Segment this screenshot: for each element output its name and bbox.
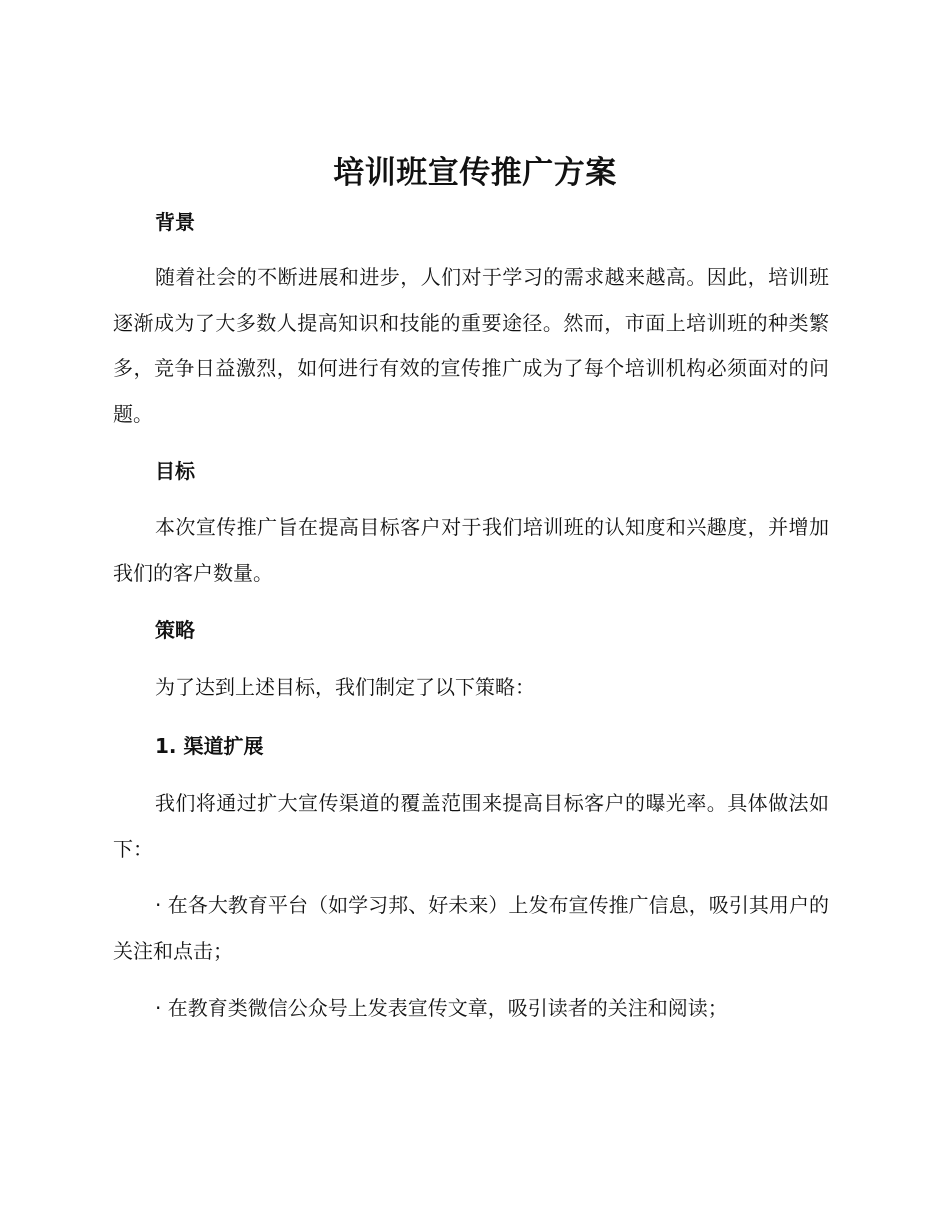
section-heading-channel: 1. 渠道扩展 <box>155 734 264 758</box>
document-title: 培训班宣传推广方案 <box>333 155 617 191</box>
background-paragraph: 随着社会的不断进展和进步，人们对于学习的需求越来越高。因此，培训班逐渐成为了大多数人提高知识和技能的重要途径。然而，市面上培训班的种类繁多，竞争日益激烈，如何进行有效的宣传推广成为了每个培训机构必须面对的问题。 <box>113 265 829 426</box>
section-heading-goal: 目标 <box>155 459 195 483</box>
section-heading-strategy: 策略 <box>155 618 195 642</box>
bullet-item: · 在各大教育平台（如学习邦、好未来）上发布宣传推广信息，吸引其用户的关注和点击； <box>113 893 829 963</box>
channel-paragraph: 我们将通过扩大宣传渠道的覆盖范围来提高目标客户的曝光率。具体做法如下： <box>113 791 829 861</box>
strategy-intro-paragraph: 为了达到上述目标，我们制定了以下策略： <box>155 675 535 699</box>
goal-paragraph: 本次宣传推广旨在提高目标客户对于我们培训班的认知度和兴趣度，并增加我们的客户数量。 <box>113 515 829 585</box>
bullet-item: · 在教育类微信公众号上发表宣传文章，吸引读者的关注和阅读； <box>155 996 728 1020</box>
section-heading-background: 背景 <box>155 210 195 234</box>
